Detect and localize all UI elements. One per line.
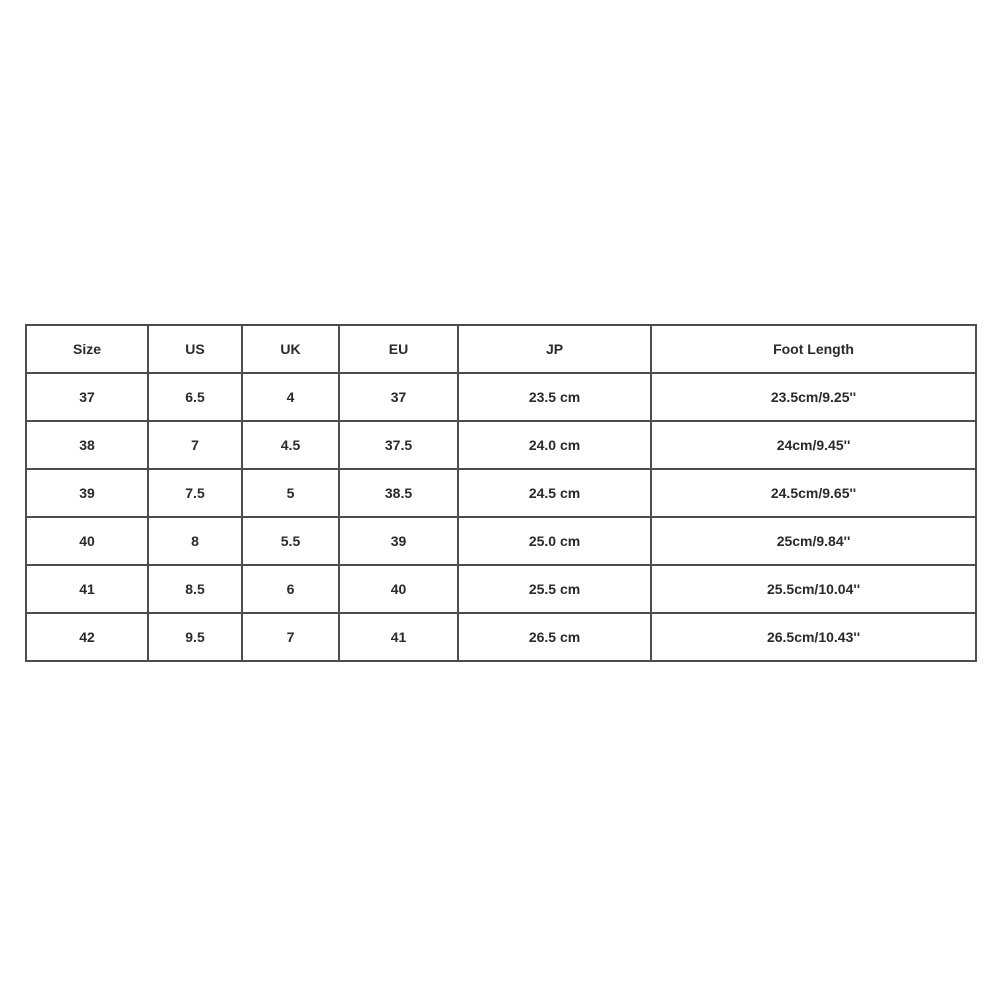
cell-size: 40 bbox=[26, 517, 148, 565]
cell-uk: 4 bbox=[242, 373, 339, 421]
cell-us: 8.5 bbox=[148, 565, 242, 613]
cell-uk: 5 bbox=[242, 469, 339, 517]
header-us: US bbox=[148, 325, 242, 373]
header-foot-length: Foot Length bbox=[651, 325, 976, 373]
cell-eu: 37 bbox=[339, 373, 458, 421]
table-row bbox=[26, 613, 976, 661]
header-jp: JP bbox=[458, 325, 651, 373]
header-uk: UK bbox=[242, 325, 339, 373]
table-row bbox=[26, 517, 976, 565]
cell-us: 7.5 bbox=[148, 469, 242, 517]
cell-size: 41 bbox=[26, 565, 148, 613]
cell-jp: 24.5 cm bbox=[458, 469, 651, 517]
cell-foot-length: 23.5cm/9.25'' bbox=[651, 373, 976, 421]
cell-eu: 39 bbox=[339, 517, 458, 565]
cell-jp: 24.0 cm bbox=[458, 421, 651, 469]
cell-eu: 37.5 bbox=[339, 421, 458, 469]
cell-uk: 7 bbox=[242, 613, 339, 661]
cell-foot-length: 26.5cm/10.43'' bbox=[651, 613, 976, 661]
size-chart-table bbox=[25, 324, 977, 662]
cell-foot-length: 25.5cm/10.04'' bbox=[651, 565, 976, 613]
cell-foot-length: 25cm/9.84'' bbox=[651, 517, 976, 565]
table-row bbox=[26, 373, 976, 421]
table-row bbox=[26, 469, 976, 517]
table-header-row bbox=[26, 325, 976, 373]
cell-us: 9.5 bbox=[148, 613, 242, 661]
cell-size: 42 bbox=[26, 613, 148, 661]
cell-jp: 26.5 cm bbox=[458, 613, 651, 661]
cell-foot-length: 24.5cm/9.65'' bbox=[651, 469, 976, 517]
cell-uk: 5.5 bbox=[242, 517, 339, 565]
cell-eu: 38.5 bbox=[339, 469, 458, 517]
cell-size: 39 bbox=[26, 469, 148, 517]
cell-uk: 6 bbox=[242, 565, 339, 613]
cell-jp: 25.5 cm bbox=[458, 565, 651, 613]
cell-eu: 41 bbox=[339, 613, 458, 661]
cell-jp: 23.5 cm bbox=[458, 373, 651, 421]
cell-size: 38 bbox=[26, 421, 148, 469]
cell-eu: 40 bbox=[339, 565, 458, 613]
cell-uk: 4.5 bbox=[242, 421, 339, 469]
cell-us: 6.5 bbox=[148, 373, 242, 421]
cell-us: 8 bbox=[148, 517, 242, 565]
header-size: Size bbox=[26, 325, 148, 373]
cell-jp: 25.0 cm bbox=[458, 517, 651, 565]
cell-foot-length: 24cm/9.45'' bbox=[651, 421, 976, 469]
table-row bbox=[26, 421, 976, 469]
header-eu: EU bbox=[339, 325, 458, 373]
table-row bbox=[26, 565, 976, 613]
cell-size: 37 bbox=[26, 373, 148, 421]
cell-us: 7 bbox=[148, 421, 242, 469]
